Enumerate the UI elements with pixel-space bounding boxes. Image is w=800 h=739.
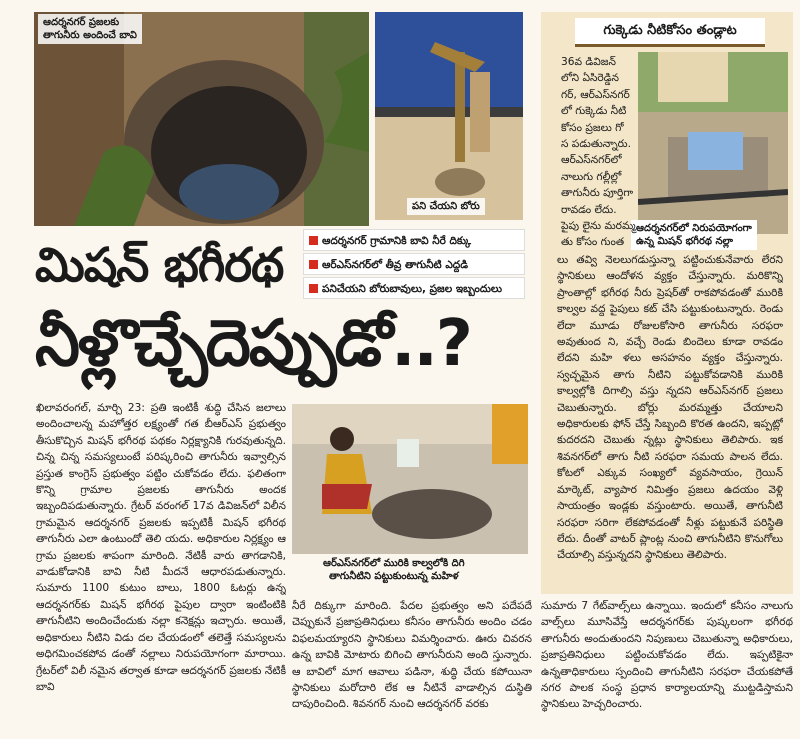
woman-photo-caption: ఆర్‌ఎస్‌నగర్‌లో మురికి కాల్వలోకి దిగి తాగునీటిని పట్టుకుంటున్న మహిళ xyxy=(323,558,465,582)
intro-line: ఆర్‌ఎస్‌నగర్‌లో xyxy=(561,154,622,167)
bore-photo-caption: పని చేయని బోరు xyxy=(407,198,485,215)
headline-line1: మిషన్ భగీరథ xyxy=(35,238,284,293)
woman-photo xyxy=(292,404,528,554)
sidebar-title: గుక్కెడు నీటికోసం తండ్లాట xyxy=(575,18,765,47)
well-photo-caption: ఆదర్శనగర్ ప్రజలకు తాగునీరు అందించే బావి xyxy=(38,14,142,44)
bullet-water-scarcity: ఆర్‌ఎస్‌నగర్‌లో తీవ్ర తాగునీటి ఎద్దడి xyxy=(303,253,525,275)
sidebar-intro xyxy=(561,54,639,251)
bore-image xyxy=(375,12,523,220)
pipe-photo-caption: ఆదర్శనగర్‌లో నిరుపయోగంగా ఉన్న మిషన్ భగీరథ నల్లా xyxy=(631,220,757,250)
pipe-image xyxy=(638,52,788,234)
well-image xyxy=(34,12,369,226)
intro-line: పైపు లైను మరమ్మ xyxy=(561,220,636,233)
woman-image xyxy=(292,404,528,554)
intro-line: రావడం లేదు. xyxy=(561,203,617,216)
bullet-well-water: ఆదర్శనగర్ గ్రామానికి బావి నీరే దిక్కు xyxy=(303,229,525,251)
sidebar-box xyxy=(541,12,793,594)
article-column-1: ఖిలావరంగల్, మార్చి 23: ప్రతి ఇంటికీ శుద్ధి చేసిన జలాలు అందించాలన్న మహోత్తర లక్ష్యంతో గత బీఆర్‌ఎస్ ప్రభుత్వం తీసుకొచ్చిన మిషన్ భగీరథ పథకం నిర్లక్ష్యానికి గురవుతున్నది. చిన్న చిన్న సమస్యలుంటే పరిష్కరించి తాగునీరు ఇవ్వాల్సిన ప్రస్తుత కాంగ్రెస్ ప్రభుత్వం పట్టిం చుకోవడం లేదు. ఫలితంగా కొన్ని గ్రామాల ప్రజలకు తాగునీరు అందక ఇబ్బందిపడుతున్నారు. గ్రేటర్ వరంగల్ 17వ డివిజన్‌లో విలీన గ్రామమైన ఆదర్శనగర్ ప్రజలకు ఇప్పటికీ మిషన్ భగీరథ తాగునీరు ఎలా ఉంటుందో తెలి యదు. అధికారుల నిర్లక్ష్యం ఆ గ్రామ ప్రజలకు శాపంగా మారింది. నేటికీ వారు తాగడానికి, వాడుకోడానికి బావి నీటి మీదనే ఆధారపడుతున్నారు. సుమారు 1100 కుటుం బాలు, 1800 ఓటర్లు ఉన్న ఆదర్శనగర్‌కు మిషన్ భగీరథ పైపుల ద్వారా ఇంటింటికి తాగునీటిని అందించేందుకు నల్లా కనెక్షన్లు ఇచ్చారు. అయితే, అధికారులు నీటిని విడు దల చేయడంలో తలెత్తే సమస్యలను అధిగమించకపోవ డంతో నల్లాలు నిరుపయోగంగా మారాయి. గ్రేటర్‌లో విలీ నమైన తర్వాత కూడా ఆదర్శనగర్ ప్రజలకు నేటికీ బావి xyxy=(36,402,286,693)
sidebar-body: లు తవ్వి నెలలుగడుస్తున్నా పట్టించుకునేవారు లేరని స్థానికులు ఆందోళన వ్యక్తం చేస్తున్నారు. మరికొన్ని ప్రాంతాల్లో భగీరథ నీరు ప్రెషర్‌తో రాకపోవడంతో మురికి కాల్వల వద్ద పైపులు కట్ చేసి పట్టుకుంటున్నారు. రెండు లేదా మూడు రోజులకోసారి తాగునీరు సరఫరా అవుతుంద ని, వచ్చే రెండు బిందెలు కూడా రావడం లేదని మహి ళలు అసహనం వ్యక్తం చేస్తున్నారు. స్వచ్ఛమైన తాగు నీటిని పట్టుకోవడానికి మురికి కాల్వల్లోకి దిగాల్సి వస్తు న్నదని ఆర్‌ఎస్‌నగర్ ప్రజలు చెబుతున్నారు. బోర్లు మరమ్మత్తు చేయాలని అధికారులకు ఫోన్ చేస్తే సిబ్బంది కొరత ఉందని, ఇప్పట్లో కుదరదని చెబుతు న్నట్లు స్థానికులు తెలిపారు. ఇక శివనగర్‌లో తాగు నీటి సరఫరా సమయ పాలన లేదు. కోటలో ఎక్కువ సంఖ్యలో వ్యవసాయం, గ్రెయిన్ మార్కెట్, వ్యాపార నిమిత్తం ప్రజలు ఉదయం వెళ్లి సాయంత్రం ఇండ్లకు వస్తుంటారు. అయితే, తాగునీటి సరఫరా సరిగా లేకపోవడంతో నీళ్లు పట్టుకునే పరిస్థితి లేదు. దీంతో వాటర్ ప్లాంట్ల నుంచి తాగునీటిని కొనుగోలు చేయాల్సి వస్తున్నదని స్థానికులు తెలిపారు. xyxy=(557,254,783,562)
well-photo xyxy=(34,12,369,226)
intro-line: తాగునీరు పూర్తిగా xyxy=(561,187,634,200)
intro-line: తు కోసం గుంత xyxy=(561,236,625,249)
headline-line2: నీళ్లొచ్చేదెప్పుడో..? xyxy=(35,307,471,381)
bore-photo xyxy=(375,12,523,220)
intro-line: నాలుగు గల్లీల్లో xyxy=(561,170,622,183)
intro-line: గర్, ఆర్‌ఎస్‌నగర్ xyxy=(561,88,630,101)
pipe-photo xyxy=(638,52,788,234)
intro-line: 36వ డివిజన్ xyxy=(561,56,616,68)
intro-line: స పడుతున్నారు. xyxy=(561,138,631,151)
intro-line: లోని ఏసిరెడ్డిన xyxy=(561,72,619,85)
article-column-3: సుమారు 7 గేట్‌వాల్స్‌లు ఉన్నాయి. ఇందులో కనీసం నాలుగు వాల్స్‌లు మూసివేస్తే ఆదర్శనగర్‌కు పుష్కలంగా భగీరథ తాగునీరు అందుతుందని నిపుణులు చెబుతున్నా అధికారులు, ప్రజాప్రతినిధులు పట్టించుకోవడం లేదు. ఇప్పటికైనా ఉన్నతాధికారులు స్పందించి తాగునీటిని సరఫరా చేయకపోతే నగర పాలక సంస్థ ప్రధాన కార్యాలయాన్ని ముట్టడిస్తామని స్థానికులు హెచ్చరించారు. xyxy=(541,600,793,711)
article-column-2: నీరే దిక్కుగా మారింది. పేదల ప్రభుత్వం అని పదేపదే చెప్పుకునే ప్రజాప్రతినిధులు కనీసం తాగునీరు అందిం చడం విఫలమయ్యారని స్థానికులు విమర్శించారు. ఊరు చివరన ఉన్న బావికి మోటారు బిగించి తాగునీరుని అంది స్తున్నారు. ఆ బావిలో మాగ ఆవాలు పడినా, శుద్ధి చేయ కపోయినా స్థానికులు మరోదారి లేక ఆ నీటినే వాడాల్సిన దుస్థితి దాపురించింది. శివనగర్ నుంచి ఆదర్శనగర్ వరకు xyxy=(292,600,532,711)
bullet-defunct-borewells: పనిచేయని బోరుబావులు, ప్రజల ఇబ్బందులు xyxy=(303,277,525,299)
intro-line: లో గుక్కెడు నీటి xyxy=(561,105,627,118)
intro-line: కోసం ప్రజలు గో xyxy=(561,121,624,134)
